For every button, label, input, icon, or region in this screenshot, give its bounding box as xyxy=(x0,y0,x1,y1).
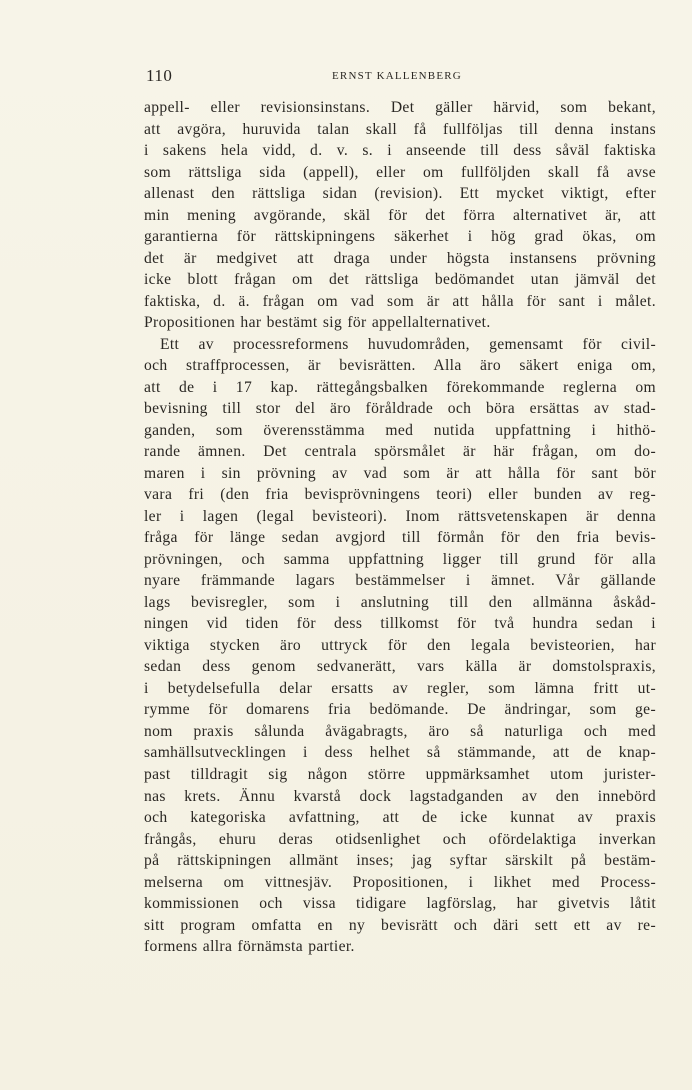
text-line: nom praxis sålunda åvägabragts, äro så naturliga och med xyxy=(144,722,656,740)
text-line: frångås, ehuru deras otidsenlighet och ofördelaktiga inverkan xyxy=(144,830,656,848)
text-line: faktiska, d. ä. frågan om vad som är att hålla för sant i målet. xyxy=(144,292,656,310)
text-line: nyare främmande lagars bestämmelser i ämnet. Vår gällande xyxy=(144,572,656,590)
text-line: och kategoriska avfattning, att de icke kunnat av praxis xyxy=(144,809,656,827)
text-line: som rättsliga sida (appell), eller om fullföljden skall få avse xyxy=(144,163,656,181)
text-line: i betydelsefulla delar ersatts av regler, som lämna fritt ut- xyxy=(144,679,656,697)
text-line: ganden, som överensstämma med nutida uppfattning i hithö- xyxy=(144,421,656,439)
text-line: nas krets. Ännu kvarstå dock lagstadganden av den innebörd xyxy=(144,787,656,805)
text-line: fråga för länge sedan avgjord till förmån för den fria bevis- xyxy=(144,529,656,547)
text-line: bevisning till stor del äro föråldrade och böra ersättas av stad- xyxy=(144,400,656,418)
page-number: 110 xyxy=(146,66,173,85)
text-line: rymme för domarens fria bedömande. De ändringar, som ge- xyxy=(144,701,656,719)
text-line: det är medgivet att draga under högsta instansens prövning xyxy=(144,249,656,267)
text-line: appell- eller revisionsinstans. Det gäller härvid, som bekant, xyxy=(144,99,656,116)
text-line: melserna om vittnesjäv. Propositionen, i likhet med Process- xyxy=(144,873,656,891)
text-line: sitt program omfatta en ny bevisrätt och däri sett ett av re- xyxy=(144,916,656,934)
text-line: garantierna för rättskipningens säkerhet i hög grad ökas, om xyxy=(144,228,656,246)
text-line: Ett av processreformens huvudområden, gemensamt för civil- xyxy=(160,335,656,353)
text-line: samhällsutvecklingen i dess helhet så stämmande, att de knap- xyxy=(144,744,656,762)
text-line: icke blott frågan om det rättsliga bedömandet utan jämväl det xyxy=(144,271,656,289)
text-line: att de i 17 kap. rättegångsbalken förekommande reglerna om xyxy=(144,378,656,396)
text-line: formens allra förnämsta partier. xyxy=(144,938,355,956)
text-line: och straffprocessen, är bevisrätten. Alla äro säkert eniga om, xyxy=(144,357,656,375)
text-line: kommissionen och vissa tidigare lagförslag, har givetvis låtit xyxy=(144,895,656,913)
text-line: maren i sin prövning av vad som är att hålla för sant bör xyxy=(144,464,656,482)
text-line: ler i lagen (legal bevisteori). Inom rättsvetenskapen är denna xyxy=(144,507,656,525)
text-line: prövningen, och samma uppfattning ligger till grund för alla xyxy=(144,550,656,568)
text-line: på rättskipningen allmänt inses; jag syftar särskilt på bestäm- xyxy=(144,852,656,870)
text-line: sedan dess genom sedvanerätt, vars källa är domstolspraxis, xyxy=(144,658,656,676)
text-line: min mening avgörande, skäl för det förra alternativet är, att xyxy=(144,206,656,224)
running-head: ERNST KALLENBERG xyxy=(332,70,462,82)
paragraph-1 xyxy=(144,97,656,334)
text-line: Propositionen har bestämt sig för appellalternativet. xyxy=(144,314,491,332)
text-line: lags bevisregler, som i anslutning till den allmänna åskåd- xyxy=(144,593,656,611)
text-line: past tilldragit sig någon större uppmärksamhet utom jurister- xyxy=(144,765,656,783)
text-line: rande ämnen. Det centrala spörsmålet är här frågan, om do- xyxy=(144,443,656,461)
text-line: i sakens hela vidd, d. v. s. i anseende till dess såväl faktiska xyxy=(144,142,656,160)
text-line: ningen vid tiden för dess tillkomst för två hundra sedan i xyxy=(144,615,656,633)
body-text xyxy=(144,97,656,958)
text-line: att avgöra, huruvida talan skall få fullföljas till denna instans xyxy=(144,120,656,138)
page-header xyxy=(144,66,656,86)
text-line: viktiga stycken äro uttryck för den legala bevisteorien, har xyxy=(144,636,656,654)
text-line: allenast den rättsliga sidan (revision). Ett mycket viktigt, efter xyxy=(144,185,656,203)
paragraph-2 xyxy=(144,334,656,958)
text-line: vara fri (den fria bevisprövningens teori) eller bunden av reg- xyxy=(144,486,656,504)
